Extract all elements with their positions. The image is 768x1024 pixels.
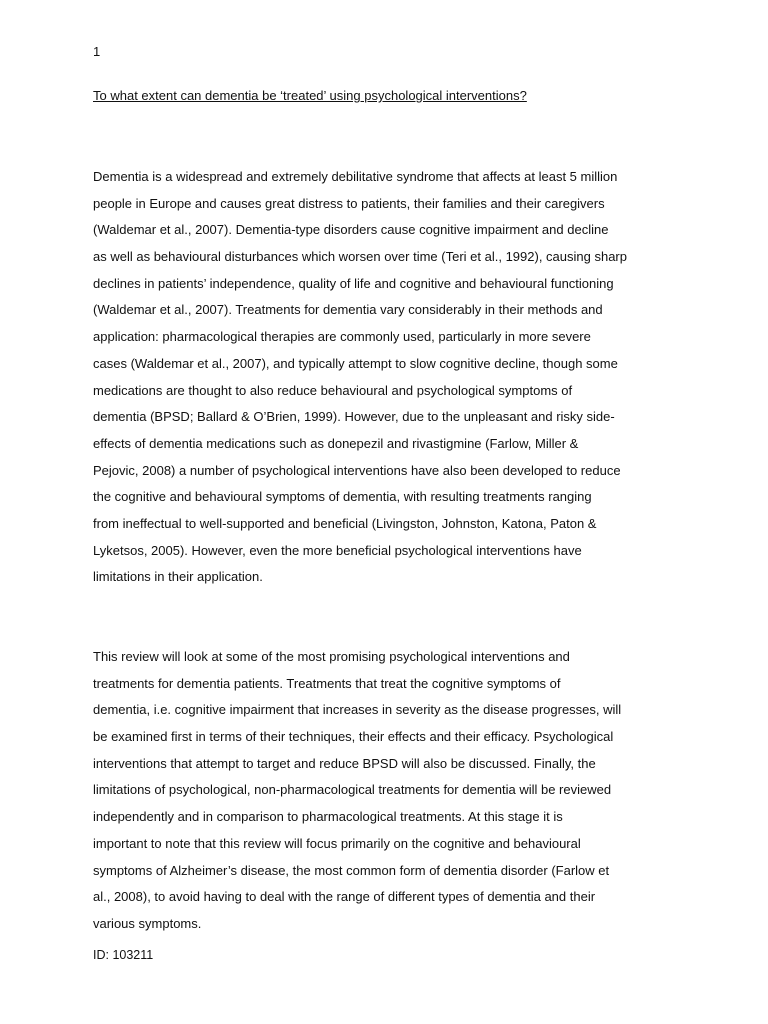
paragraph-line: (Waldemar et al., 2007). Dementia-type disorders cause cognitive impairment and decline xyxy=(93,222,609,238)
paragraph-line: declines in patients’ independence, quality of life and cognitive and behavioural functioning xyxy=(93,275,614,291)
paragraph-line: important to note that this review will focus primarily on the cognitive and behavioural xyxy=(93,835,581,851)
document-title: To what extent can dementia be ‘treated’ using psychological interventions? xyxy=(93,88,527,103)
paragraph-line: al., 2008), to avoid having to deal with the range of different types of dementia and their xyxy=(93,889,596,905)
paragraph-line: various symptoms. xyxy=(93,915,202,931)
paragraph-line: as well as behavioural disturbances which worsen over time (Teri et al., 1992), causing sharp xyxy=(93,249,627,265)
paragraph-line: cases (Waldemar et al., 2007), and typically attempt to slow cognitive decline, though some xyxy=(93,355,618,371)
paragraph-line: independently and in comparison to pharmacological treatments. At this stage it is xyxy=(93,809,563,825)
paragraph-line: (Waldemar et al., 2007). Treatments for dementia vary considerably in their methods and xyxy=(93,302,603,318)
paragraph-line: This review will look at some of the most promising psychological interventions and xyxy=(93,649,570,664)
paragraph-line: dementia, i.e. cognitive impairment that increases in severity as the disease progresses, will xyxy=(93,702,622,718)
paragraph-line: be examined first in terms of their techniques, their effects and their efficacy. Psychological xyxy=(93,729,614,745)
paragraph-line: application: pharmacological therapies are commonly used, particularly in more severe xyxy=(93,329,591,345)
paragraph-line: from ineffectual to well-supported and beneficial (Livingston, Johnston, Katona, Paton & xyxy=(93,515,597,531)
paragraph-line: effects of dementia medications such as donepezil and rivastigmine (Farlow, Miller & xyxy=(93,435,579,451)
paragraph-line: dementia (BPSD; Ballard & O’Brien, 1999). However, due to the unpleasant and risky side- xyxy=(93,409,615,425)
paragraph-line: Dementia is a widespread and extremely debilitative syndrome that affects at least 5 million xyxy=(93,169,618,184)
paragraph-line: the cognitive and behavioural symptoms of dementia, with resulting treatments ranging xyxy=(93,489,592,505)
paragraph-introduction xyxy=(93,164,683,591)
document-id: ID: 103211 xyxy=(93,948,154,962)
page-number: 1 xyxy=(93,44,101,59)
paragraph-line: Lyketsos, 2005). However, even the more beneficial psychological interventions have xyxy=(93,542,582,558)
paragraph-line: limitations in their application. xyxy=(93,569,263,585)
paragraph-review-scope xyxy=(93,644,683,938)
paragraph-line: limitations of psychological, non-pharmacological treatments for dementia will be reviewed xyxy=(93,782,612,798)
paragraph-line: Pejovic, 2008) a number of psychological interventions have also been developed to reduce xyxy=(93,462,621,478)
paragraph-line: symptoms of Alzheimer’s disease, the most common form of dementia disorder (Farlow et xyxy=(93,862,610,878)
paragraph-line: interventions that attempt to target and reduce BPSD will also be discussed. Finally, the xyxy=(93,755,596,771)
paragraph-line: people in Europe and causes great distress to patients, their families and their caregivers xyxy=(93,195,605,211)
paragraph-line: medications are thought to also reduce behavioural and psychological symptoms of xyxy=(93,382,573,398)
paragraph-line: treatments for dementia patients. Treatments that treat the cognitive symptoms of xyxy=(93,675,561,691)
